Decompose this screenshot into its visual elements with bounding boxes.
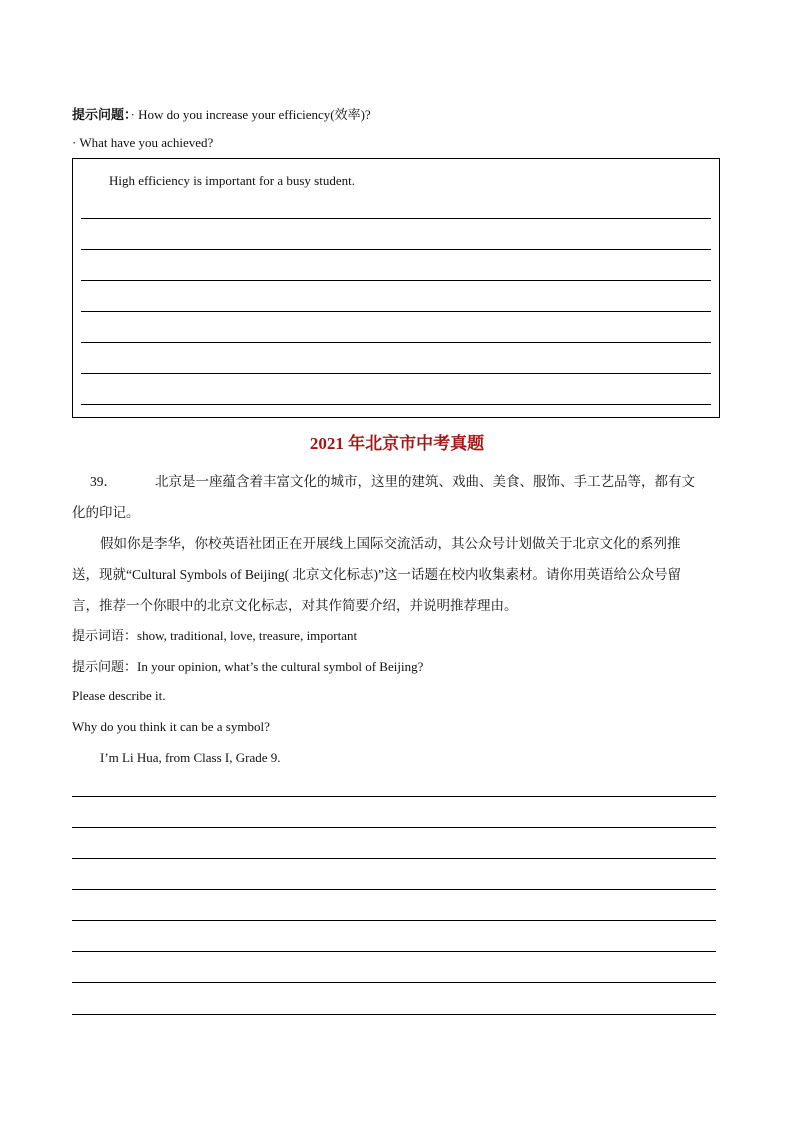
question-efficiency: · How do you increase your efficiency(效率)? [130,107,371,122]
intro-line-1: 北京是一座蕴含着丰富文化的城市，这里的建筑、戏曲、美食、服饰、手工艺品等，都有文 [155,474,695,489]
answer-line [81,218,711,219]
hint-words: show, traditional, love, treasure, important [137,628,358,643]
answer-line [72,920,716,921]
answer-line [72,951,716,952]
answer-line [81,249,711,250]
question-achieved: · What have you achieved? [72,135,214,150]
answer-line [81,373,711,374]
answer-line [81,311,711,312]
task-line-1: 假如你是李华，你校英语社团正在开展线上国际交流活动，其公众号计划做关于北京文化的系列推 [100,536,681,551]
essay-starter: I’m Li Hua, from Class I, Grade 9. [100,750,281,765]
task-line-3: 言，推荐一个你眼中的北京文化标志，对其作简要介绍，并说明推荐理由。 [72,598,518,613]
writing-box [72,158,720,418]
answer-line [72,982,716,983]
hint-questions-label: 提示问题： [72,659,138,674]
task-line-2: 送，现就“Cultural Symbols of Beijing( 北京文化标志)”这一话题在校内收集素材。请你用英语给公众号留 [72,567,681,582]
answer-line [72,889,716,890]
hint-words-label: 提示词语： [72,628,138,643]
exam-title: 2021 年北京市中考真题 [309,434,485,453]
prompt-line-1 [72,104,371,123]
answer-line [72,827,716,828]
answer-line [72,796,716,797]
answer-line [72,1014,716,1015]
hint-words-line [72,625,357,644]
intro-line-2: 化的印记。 [72,505,140,520]
hint-question-2: Please describe it. [72,688,166,703]
answer-line [81,404,711,405]
question-number: 39． [90,474,117,489]
prompt-label: 提示问题： [72,107,131,122]
answer-line [81,342,711,343]
hint-question-line [72,656,423,675]
hint-question-3: Why do you think it can be a symbol? [72,719,270,734]
box-starter-sentence: High efficiency is important for a busy student. [109,173,355,188]
hint-question-1: In your opinion, what’s the cultural symbol of Beijing? [137,659,424,674]
answer-line [81,280,711,281]
answer-line [72,858,716,859]
